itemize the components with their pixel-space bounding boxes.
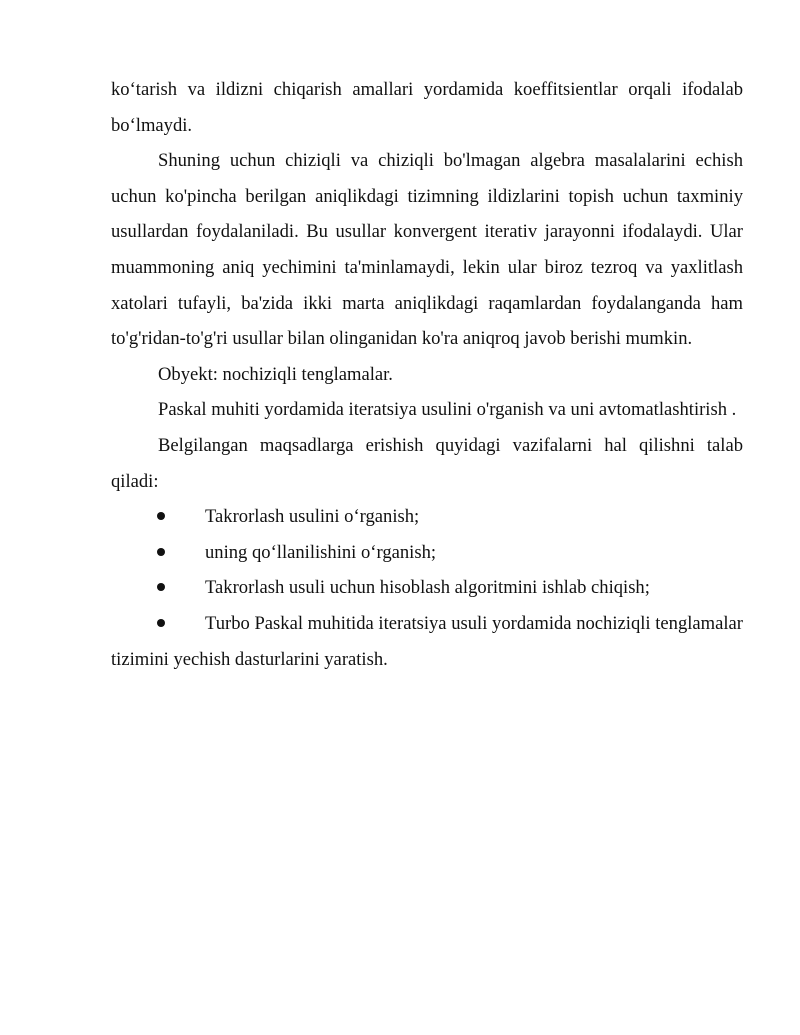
list-item bbox=[111, 499, 743, 535]
bullet-icon bbox=[157, 548, 165, 556]
list-item bbox=[111, 535, 743, 571]
bullet-icon bbox=[157, 583, 165, 591]
list-item bbox=[111, 570, 743, 606]
paragraph-object: Obyekt: nochiziqli tenglamalar. bbox=[158, 363, 393, 385]
list-item-text: Turbo Paskal muhitida iteratsiya usuli yordamida nochiziqli tenglamalar tizimini yechish dasturlarini yaratish. bbox=[111, 612, 743, 670]
list-item bbox=[111, 606, 743, 677]
task-list bbox=[111, 499, 743, 677]
list-item-text: uning qo‘llanilishini o‘rganish; bbox=[205, 541, 437, 563]
bullet-icon bbox=[157, 512, 165, 520]
paragraph-continuation: ko‘tarish va ildizni chiqarish amallari yordamida koeffitsientlar orqali ifodalab bo‘lmaydi. bbox=[111, 79, 743, 136]
list-item-text: Takrorlash usulini o‘rganish; bbox=[205, 506, 420, 528]
paragraph-goal: Paskal muhiti yordamida iteratsiya usulini o'rganish va uni avtomatlashtirish . bbox=[158, 399, 737, 421]
document-page bbox=[111, 72, 743, 677]
paragraph-tasks-intro: Belgilangan maqsadlarga erishish quyidagi vazifalarni hal qilishni talab qiladi: bbox=[111, 434, 743, 492]
bullet-icon bbox=[157, 619, 165, 627]
paragraph-approximate-methods: Shuning uchun chiziqli va chiziqli bo'lmagan algebra masalalarini echish uchun ko'pincha berilgan aniqlikdagi tizimning ildizlarini topish uchun taxminiy usullardan foydalaniladi. Bu usullar konvergent iterativ jarayonni ifodalaydi. Ular muammoning aniq yechimini ta'minlamaydi, lekin ular biroz tezroq va yaxlitlash xatolari tufayli, ba'zida ikki marta aniqlikdagi raqamlardan foydalanganda ham to'g'ridan-to'g'ri usullar bilan olinganidan ko'ra aniqroq javob berishi mumkin. bbox=[111, 150, 743, 350]
list-item-text: Takrorlash usuli uchun hisoblash algoritmini ishlab chiqish; bbox=[205, 577, 650, 599]
